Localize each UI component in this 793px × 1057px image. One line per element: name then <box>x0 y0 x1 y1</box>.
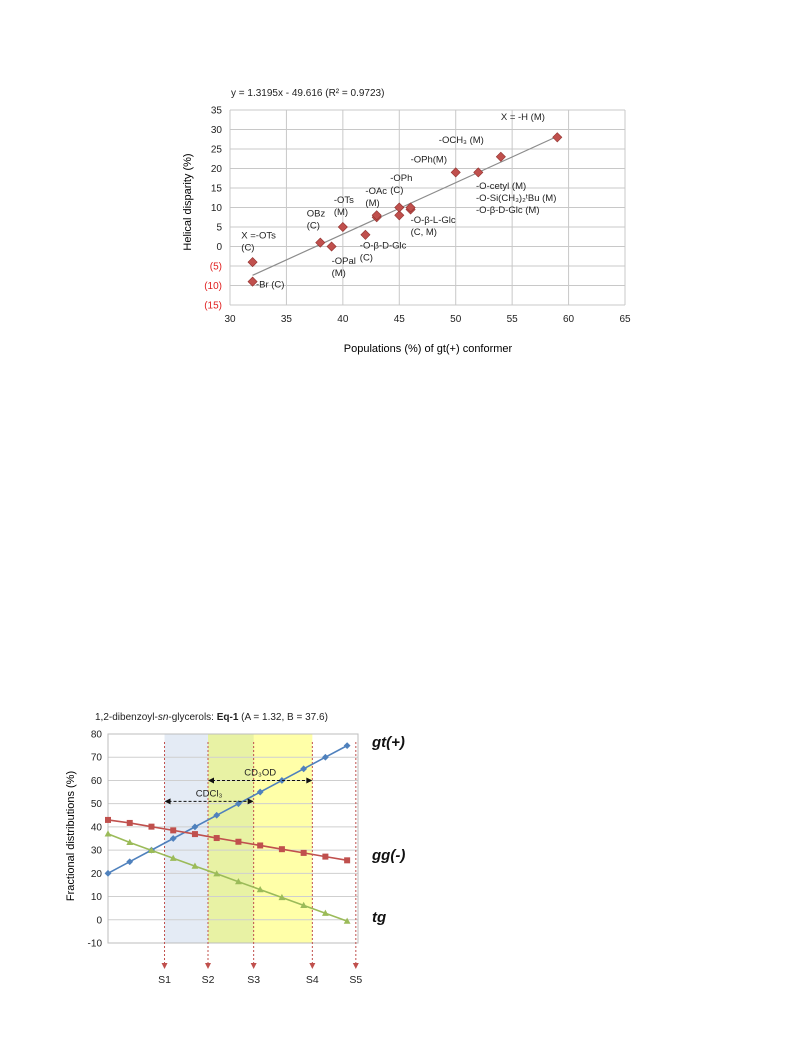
chart2-y-tick-label: 40 <box>90 822 102 834</box>
chart2-y-tick-label: 10 <box>90 892 102 904</box>
chart2-series-name: gg(-) <box>372 847 406 864</box>
chart2-title-bold: Eq-1 <box>216 712 239 723</box>
chart2-y-axis-label: Fractional distributions (%) <box>65 770 77 902</box>
chart2-arrow-label: CD₃OD <box>244 767 277 779</box>
chart1-x-tick-label: 55 <box>506 314 518 325</box>
chart2-title-prefix: 1,2-dibenzoyl- <box>95 712 158 723</box>
chart1-annotation: -Br (C) <box>255 279 285 291</box>
chart1-y-tick-label: 5 <box>216 222 222 234</box>
chart1-x-tick-label: 35 <box>280 314 292 325</box>
chart1-annotation: -OCH₃ (M) <box>438 135 484 147</box>
chart1-data-point <box>395 203 404 212</box>
chart1-x-tick-label: 30 <box>224 314 236 325</box>
chart1-data-point <box>338 222 347 231</box>
chart1-y-tick-label: (15) <box>204 300 222 312</box>
chart1-annotation: X =-OTs (C) <box>241 230 276 254</box>
chart2-point-square <box>170 827 176 833</box>
chart2-y-tick-label: 0 <box>96 915 102 927</box>
chart1-annotation: -OPal (M) <box>331 256 356 280</box>
chart1-annotation: -OTs (M) <box>333 194 354 218</box>
chart2-point-square <box>235 839 241 845</box>
chart2-s-marker-label: S2 <box>201 974 215 986</box>
chart2-point-square <box>192 831 198 837</box>
chart1-annotation: X = -H (M) <box>500 111 545 123</box>
chart2-point-square <box>214 835 220 841</box>
chart1-y-tick-label: 15 <box>210 183 222 195</box>
chart2-point-square <box>257 842 263 848</box>
chart1-equation: y = 1.3195x - 49.616 (R² = 0.9723) <box>231 88 385 99</box>
chart1-annotation: -OPh (C) <box>390 172 413 196</box>
chart2-s-marker-arrowhead <box>309 963 315 969</box>
chart1-x-tick-label: 50 <box>450 314 462 325</box>
chart2-series-name: tg <box>372 909 387 926</box>
chart2-y-ticks <box>88 730 103 950</box>
chart1-annotation: OBz (C) <box>306 208 326 232</box>
chart2-point-square <box>148 824 154 830</box>
chart2-s-marker-arrowhead <box>353 963 359 969</box>
chart1-y-ticks <box>204 106 222 312</box>
chart1-data-point <box>474 168 483 177</box>
chart1-y-tick-label: 0 <box>216 242 222 253</box>
chart2-point-square <box>127 820 133 826</box>
chart2-title-italic: sn <box>157 712 169 723</box>
chart2-point-triangle <box>105 830 112 836</box>
chart1-y-axis-label: Helical disparity (%) <box>182 153 194 251</box>
chart1-x-axis-label: Populations (%) of gt(+) conformer <box>343 343 513 355</box>
chart2-y-tick-label: 60 <box>90 775 102 787</box>
chart2-s-marker-label: S4 <box>305 974 319 986</box>
chart1-data-point <box>248 258 257 267</box>
chart2-s-marker-arrowhead <box>251 963 257 969</box>
chart1-data-point <box>327 242 336 251</box>
chart2-point-square <box>322 854 328 860</box>
chart2-series-name: gt(+) <box>372 734 405 751</box>
chart1-annotation: -O-β-D-Glc (C) <box>359 240 407 264</box>
chart2-point-square <box>105 817 111 823</box>
chart2-y-tick-label: 30 <box>90 845 102 857</box>
chart2-arrow-label: CDCl₃ <box>195 788 223 800</box>
chart1-annotation: -O-cetyl (M) -O-Si(CH₃)₂ᵗBu (M) -O-β-D-Glc (M) <box>476 181 557 217</box>
chart1-y-tick-label: 25 <box>210 144 222 156</box>
chart2-point-diamond <box>126 858 133 865</box>
chart1-y-tick-label: (5) <box>209 261 222 273</box>
chart1-annotation: -OPh(M) <box>410 154 447 166</box>
chart1-data-point <box>361 230 370 239</box>
chart2-point-square <box>301 850 307 856</box>
chart1-data-point <box>451 168 460 177</box>
chart1-y-tick-label: 20 <box>210 164 222 175</box>
chart1-y-tick-label: 35 <box>210 105 222 117</box>
chart2-y-tick-label: 20 <box>90 868 102 880</box>
chart2-s-marker-arrowhead <box>205 963 211 969</box>
chart1-annotation: -OAc (M) <box>365 185 388 209</box>
chart2-y-tick-label: -10 <box>87 938 102 950</box>
chart1-x-tick-label: 40 <box>337 314 349 325</box>
scatter-chart <box>0 0 793 380</box>
chart2-y-tick-label: 80 <box>90 729 102 741</box>
chart2-point-diamond <box>344 742 351 749</box>
chart1-y-tick-label: 10 <box>210 203 222 214</box>
chart2-s-marker-arrowhead <box>162 963 168 969</box>
chart1-x-tick-label: 65 <box>619 314 631 325</box>
chart1-y-tick-label: (10) <box>204 281 222 292</box>
chart2-series-labels <box>371 734 405 926</box>
chart1-y-tick-label: 30 <box>210 125 222 136</box>
chart2-s-marker-label: S3 <box>247 974 261 986</box>
chart1-data-point <box>553 133 562 142</box>
line-chart <box>0 700 793 1000</box>
chart2-point-square <box>279 846 285 852</box>
chart1-x-tick-label: 60 <box>563 314 575 325</box>
chart1-grid <box>230 110 625 305</box>
chart2-shaded-regions <box>165 734 313 943</box>
chart2-s-marker-label: S5 <box>349 974 363 986</box>
chart2-title-suffix: (A = 1.32, B = 37.6) <box>238 712 328 723</box>
chart2-y-tick-label: 50 <box>90 799 102 811</box>
chart2-title-mid: -glycerols: <box>168 712 217 723</box>
chart2-s-marker-label: S1 <box>158 974 171 986</box>
chart2-y-tick-label: 70 <box>90 752 102 764</box>
chart1-x-tick-label: 45 <box>393 314 405 325</box>
chart1-annotation: -O-β-L-Glc (C, M) <box>410 215 456 239</box>
chart1-x-ticks <box>224 314 631 325</box>
chart2-point-diamond <box>105 870 112 877</box>
chart2-point-square <box>344 857 350 863</box>
chart2-point-diamond <box>322 754 329 761</box>
